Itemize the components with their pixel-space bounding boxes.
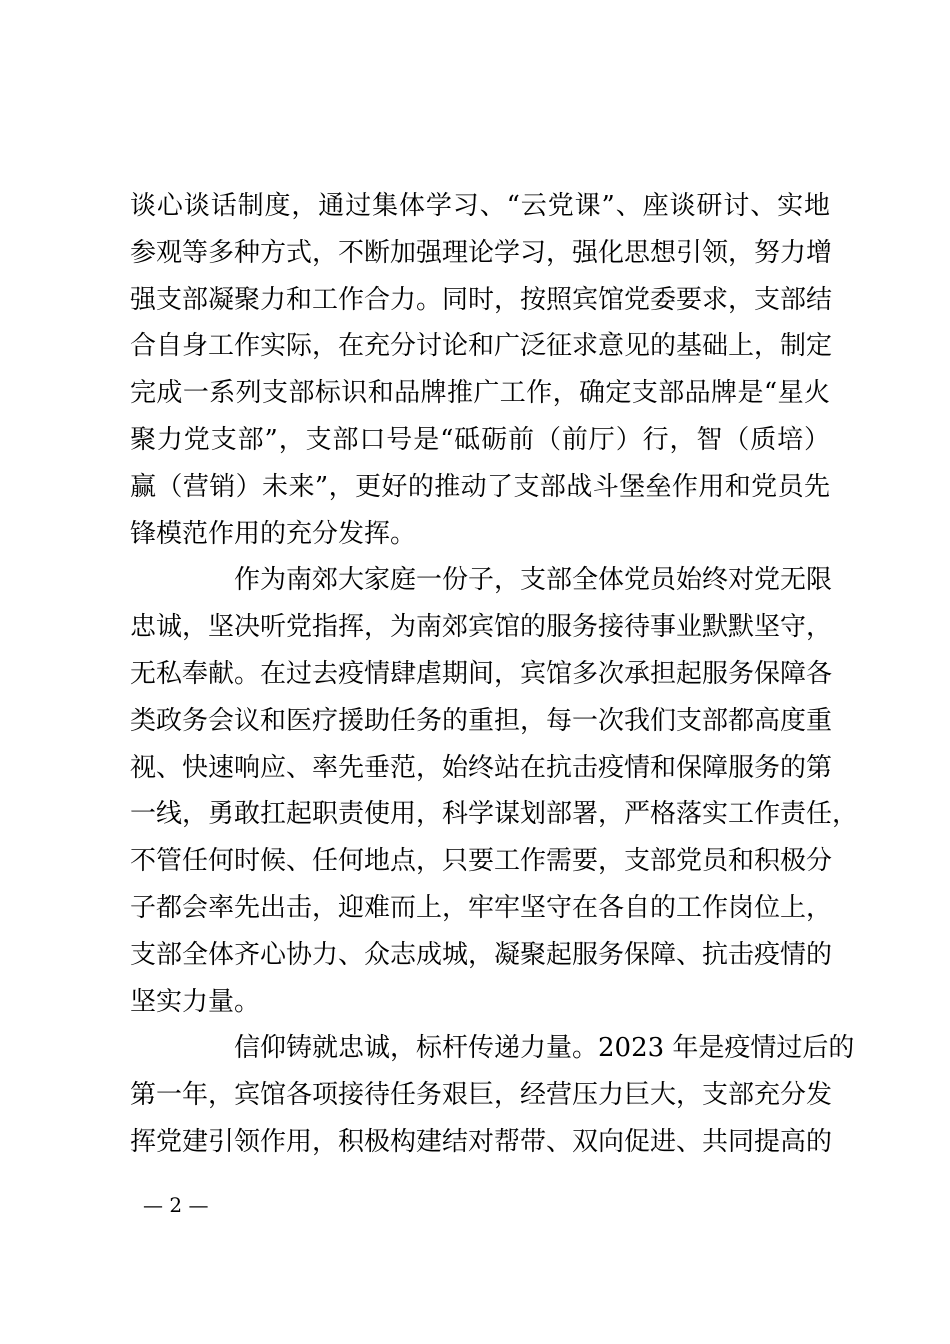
- text-line: 子都会率先出击，迎难而上，牢牢坚守在各自的工作岗位上，: [130, 892, 833, 923]
- text-line: 锋模范作用的充分发挥。: [130, 518, 417, 549]
- text-line: 无私奉献。在过去疫情肆虐期间，宾馆多次承担起服务保障各: [130, 658, 833, 689]
- text-line: 坚实力量。: [130, 986, 261, 1017]
- text-line: 类政务会议和医疗援助任务的重担，每一次我们支部都高度重: [130, 705, 833, 736]
- paragraph-first-line: 作为南郊大家庭一份子，支部全体党员始终对党无限: [234, 565, 833, 596]
- text-line: 不管任何时候、任何地点，只要工作需要，支部党员和积极分: [130, 846, 833, 877]
- text-line: 支部全体齐心协力、众志成城，凝聚起服务保障、抗击疫情的: [130, 939, 833, 970]
- text-line: 挥党建引领作用，积极构建结对帮带、双向促进、共同提高的: [130, 1126, 833, 1157]
- text-line: 聚力党支部”，支部口号是“砥砺前（前厅）行，智（质培）: [130, 424, 830, 455]
- text-line: 合自身工作实际，在充分讨论和广泛征求意见的基础上，制定: [130, 331, 833, 362]
- text-line: 视、快速响应、率先垂范，始终站在抗击疫情和保障服务的第: [130, 752, 833, 783]
- page-number: — 2 —: [143, 1193, 209, 1217]
- text-line: 第一年，宾馆各项接待任务艰巨，经营压力巨大，支部充分发: [130, 1080, 833, 1111]
- body-text: [130, 183, 859, 1166]
- text-line: 强支部凝聚力和工作合力。同时，按照宾馆党委要求，支部结: [130, 284, 833, 315]
- text-line: 一线，勇敢扛起职责使用，科学谋划部署，严格落实工作责任，: [130, 799, 859, 830]
- text-line: 谈心谈话制度，通过集体学习、“云党课”、座谈研讨、实地: [130, 191, 830, 221]
- paragraph-first-line: 信仰铸就忠诚，标杆传递力量。2023 年是疫情过后的: [234, 1033, 855, 1064]
- text-line: 赢（营销）未来”，更好的推动了支部战斗堡垒作用和党员先: [130, 471, 830, 502]
- text-line: 忠诚，坚决听党指挥，为南郊宾馆的服务接待事业默默坚守，: [130, 612, 833, 643]
- text-line: 完成一系列支部标识和品牌推广工作，确定支部品牌是“星火: [130, 378, 830, 409]
- text-line: 参观等多种方式，不断加强理论学习，强化思想引领，努力增: [130, 237, 833, 268]
